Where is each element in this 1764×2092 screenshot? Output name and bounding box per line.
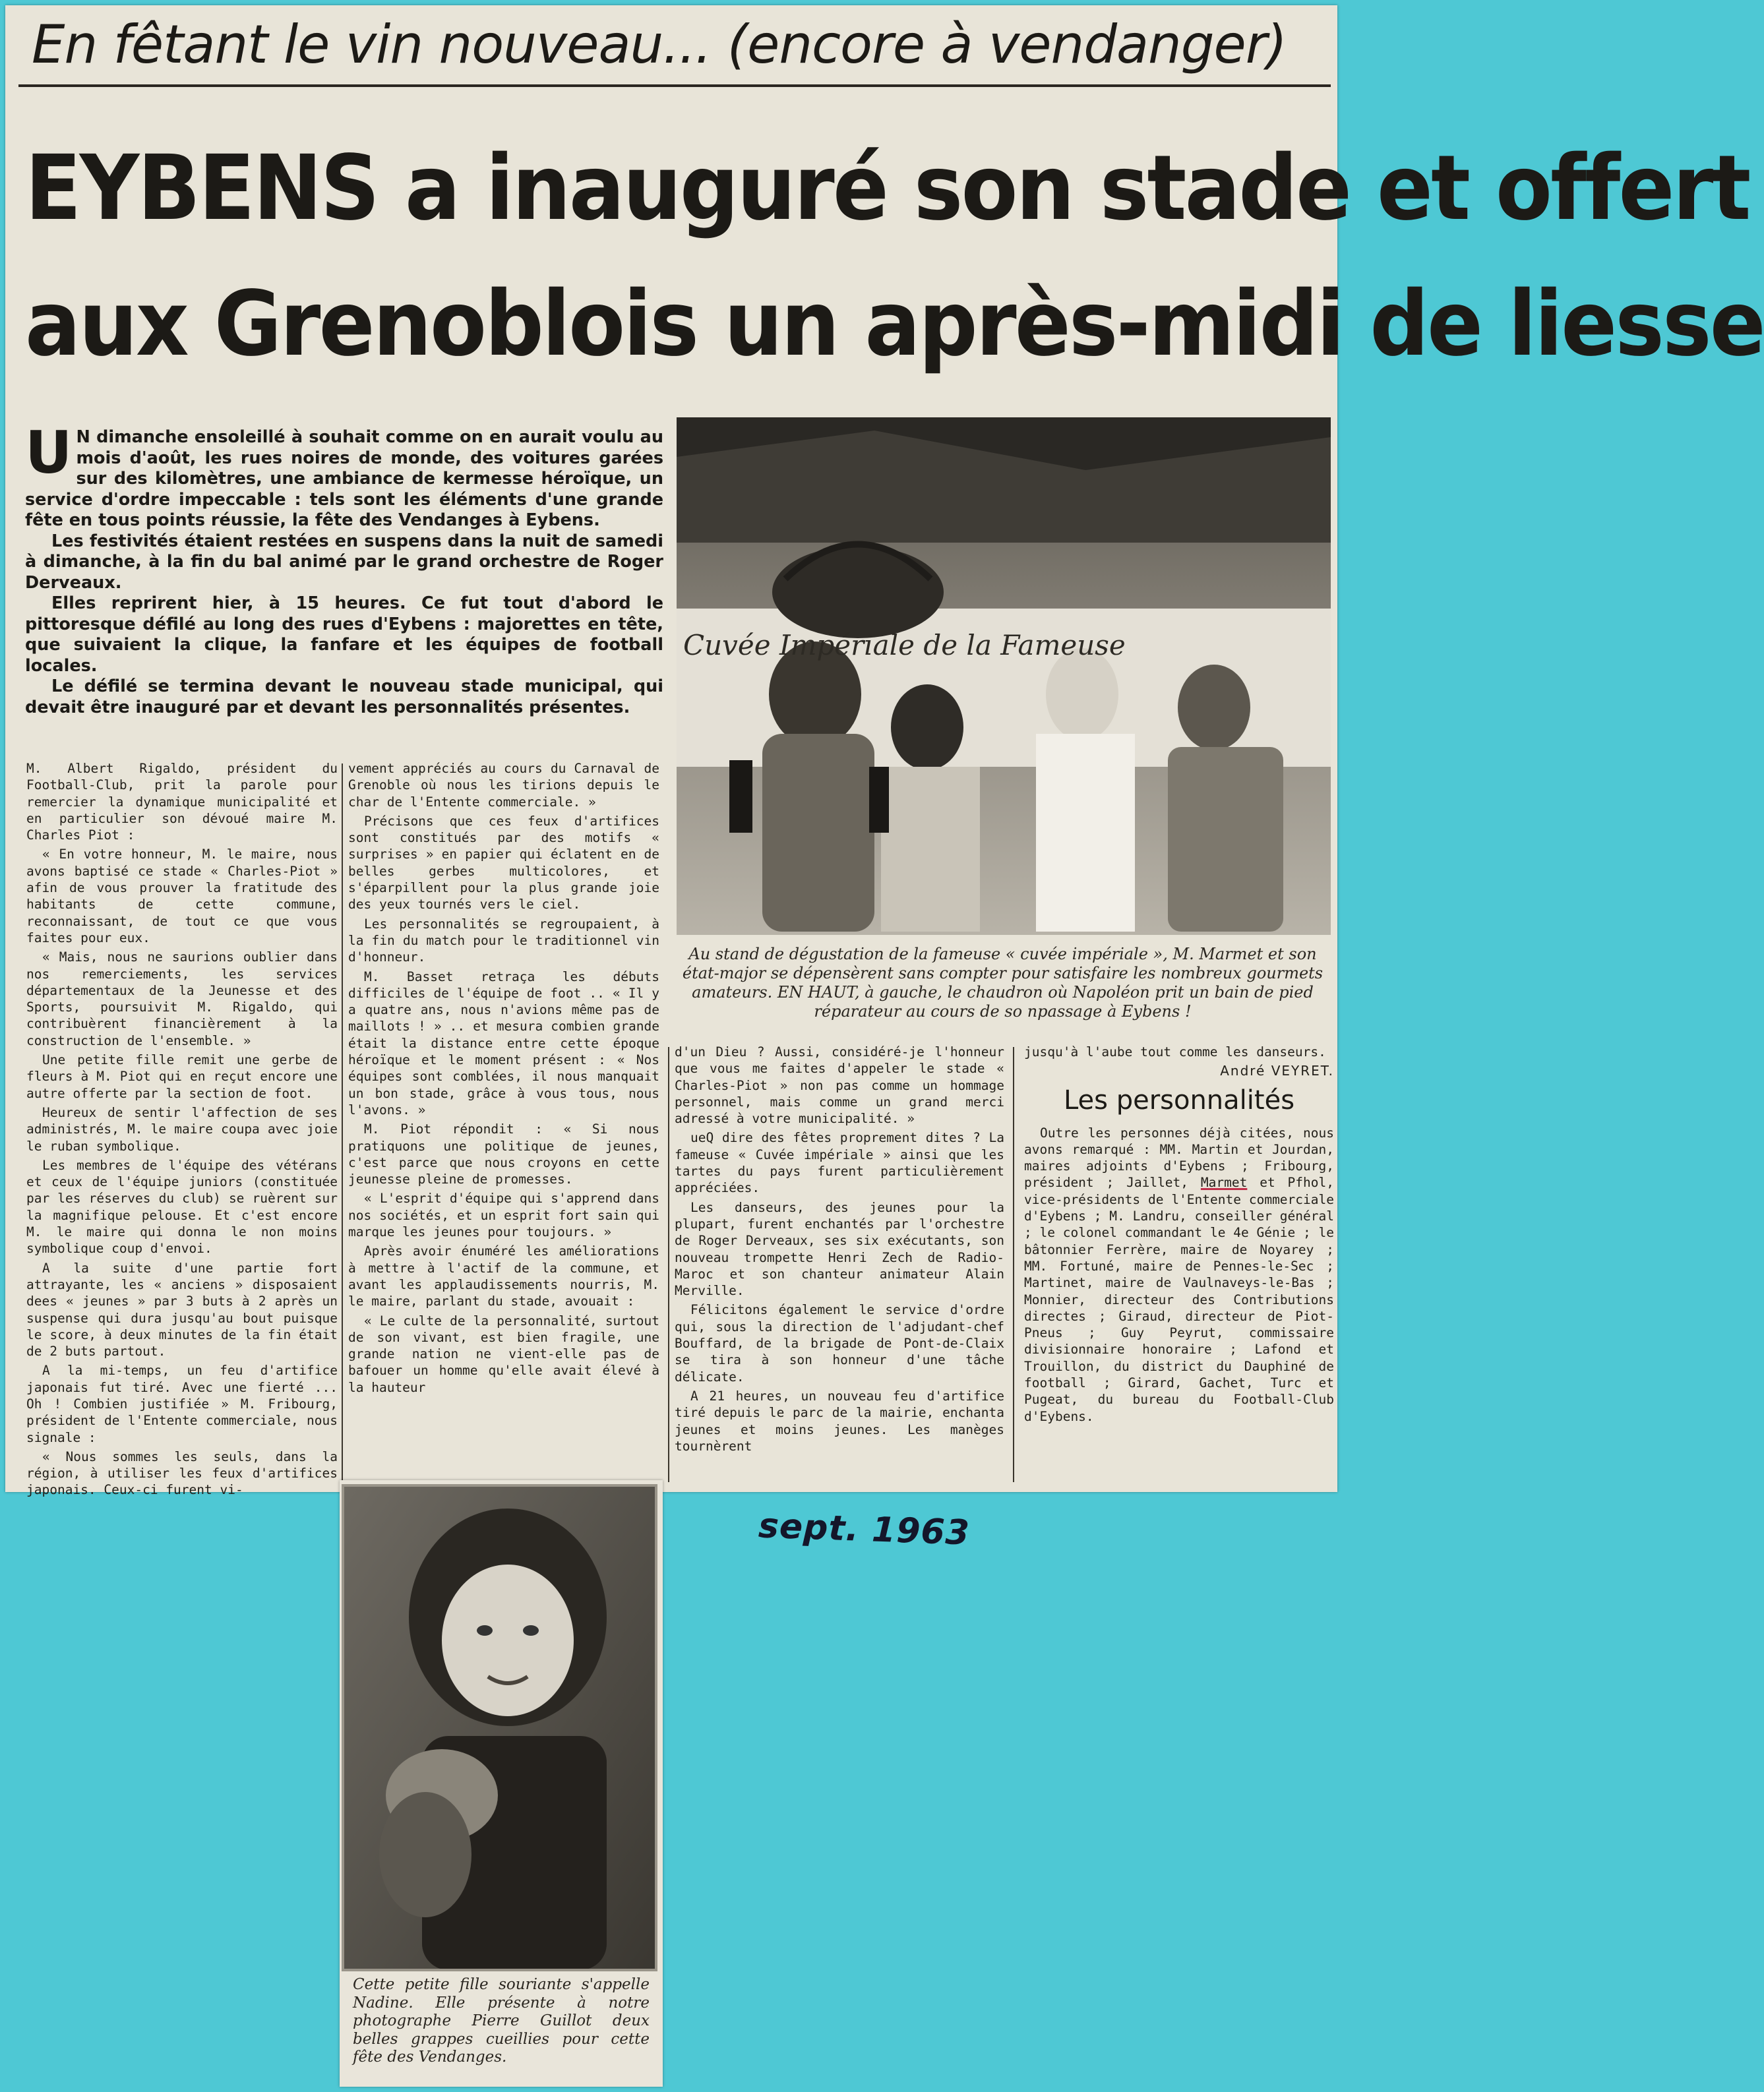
- col1-paragraph: M. Albert Rigaldo, président du Football-Club, prit la parole pour remercier la dynamique municipalité et en particulier son dévoué maire M. Charles Piot :: [26, 761, 338, 843]
- col2-paragraph: vement appréciés au cours du Carnaval de Grenoble où nous les tirions depuis le char de l'Entente commerciale. »: [348, 761, 659, 810]
- subhead-personnalites: Les personnalités: [1063, 1085, 1295, 1116]
- photo-nadine-image: [343, 1485, 656, 1970]
- col1-paragraph: Les membres de l'équipe des vétérans et ceux de l'équipe juniors (constituée par les réserves du club) se ruèrent sur la magnifique pelouse. Et c'est encore M. le maire qui donna le non moins symbolique coup d'envoi.: [26, 1157, 338, 1257]
- col4-lead: jusqu'à l'aube tout comme les danseurs.: [1024, 1044, 1326, 1060]
- stand-banner-text: Cuvée Impériale de la Fameuse: [683, 629, 1126, 661]
- article-column-4: [1024, 1044, 1334, 1427]
- byline: André VEYRET.: [1220, 1063, 1334, 1079]
- col1-paragraph: « Nous sommes les seuls, dans la région, à utiliser les feux d'artifices japonais. Ceux-ci furent vi-: [26, 1449, 338, 1498]
- main-clipping: [5, 5, 1764, 1498]
- col2-paragraph: « L'esprit d'équipe qui s'apprend dans nos sociétés, et un esprit fort sain qui marque les jeunes pour toujours. »: [348, 1191, 659, 1240]
- col1-paragraph: A la suite d'une partie fort attrayante, les « anciens » disposaient dees « jeunes » par 3 buts à 2 après un suspense qui dura jusqu'au bout puisque le score, à deux minutes de la fin était de 2 buts partout.: [26, 1260, 338, 1360]
- headline-line-1: EYBENS a inauguré son stade et offert: [25, 136, 1749, 241]
- col2-paragraph: Après avoir énuméré les améliorations à mettre à l'actif de la commune, et avant les applaudissements nourris, M. le maire, parlant du stade, avouait :: [348, 1243, 659, 1309]
- col1-paragraph: « Mais, nous ne saurions oublier dans nos remerciements, les services départementaux de la Jeunesse et des Sports, poursuivit M. Rigaldo, qui contribuèrent financièrement à la construction de l'ensemble. »: [26, 949, 338, 1048]
- column-divider: [668, 1047, 669, 1482]
- lede-paragraph-3: Elles reprirent hier, à 15 heures. Ce fut tout d'abord le pittoresque défilé au long des rues d'Eybens : majorettes en tête, que suivaient la clique, la fanfare et les équipes de football locales.: [25, 593, 663, 676]
- article-column-2: [348, 760, 659, 1398]
- headline: [25, 121, 1764, 392]
- article-column-3: [675, 1044, 1004, 1457]
- col3-paragraph: ueQ dire des fêtes proprement dites ? La fameuse « Cuvée impériale » ainsi que les tartes du pays furent particulièrement appréciées.: [675, 1130, 1004, 1196]
- photo-nadine: [343, 1485, 656, 1970]
- kicker-title: En fêtant le vin nouveau... (encore à vendanger): [32, 14, 1287, 75]
- column-divider: [1013, 1047, 1014, 1482]
- col2-paragraph: Les personnalités se regroupaient, à la fin du match pour le traditionnel vin d'honneur.: [348, 916, 659, 965]
- kicker-rule: [18, 84, 1331, 87]
- photo-wine-stand-caption: Au stand de dégustation de la fameuse « cuvée impériale », M. Marmet et son état-major se dépensèrent sans compter pour satisfaire les nombreux gourmets amateurs. EN HAUT, à gauche, le chaudron où Napoléon prit un bain de pied réparateur au cours de so npassage à Eybens !: [682, 945, 1323, 1021]
- underlined-name: Marmet: [1200, 1175, 1248, 1191]
- col1-paragraph: A la mi-temps, un feu d'artifice japonais fut tiré. Avec une fierté ... Oh ! Combien justifiée » M. Fribourg, président de l'Entente commerciale, nous signale :: [26, 1363, 338, 1445]
- photo-wine-stand: [677, 417, 1331, 935]
- col2-paragraph: « Le culte de la personnalité, surtout de son vivant, est bien fragile, une grande nation ne vient-elle pas de bafouer un homme qu'elle avait élevé à la hauteur: [348, 1313, 659, 1395]
- col3-paragraph: A 21 heures, un nouveau feu d'artifice tiré depuis le parc de la mairie, enchanta jeunes et moins jeunes. Les manèges tournèrent: [675, 1388, 1004, 1454]
- col1-paragraph: Heureux de sentir l'affection de ses administrés, M. le maire coupa avec joie le ruban symbolique.: [26, 1104, 338, 1154]
- col4-personnalites-paragraph: Outre les personnes déjà citées, nous avons remarqué : MM. Martin et Jourdan, maires adjoints d'Eybens ; Fribourg, président ; Jaillet, Marmet et Pfhol, vice-présidents de l'Entente commerciale d'Eybens ; M. Landru, conseiller général ; le colonel commandant le 4e Génie ; le bâtonnier Ferrère, maire de Noyarey ; MM. Fortuné, maire de Pennes-le-Sec ; Martinet, maire de Vaulnaveys-le-Bas ; Monnier, directeur des Contributions directes ; Giraud, directeur de Piot-Pneus ; Guy Peyrut, commissaire divisionnaire honoraire ; Lafond et Trouillon, du district du Dauphiné de football ; Girard, Gachet, Turc et Pugeat, du bureau du Football-Club d'Eybens.: [1024, 1125, 1334, 1424]
- lede-paragraph-1: U N dimanche ensoleillé à souhait comme on en aurait voulu au mois d'août, les rues noires de monde, des voitures garées sur des kilomètres, une ambiance de kermesse héroïque, un service d'ordre impeccable : tels sont les éléments d'une grande fête en tous points réussie, la fête des Vendanges à Eybens.: [25, 419, 663, 530]
- column-divider: [342, 763, 343, 1482]
- col1-paragraph: « En votre honneur, M. le maire, nous avons baptisé ce stade « Charles-Piot » afin de vous prouver la fratitude des habitants de cette commune, reconnaissant, de tout ce que vous faites pour eux.: [26, 847, 338, 945]
- lede: [25, 419, 663, 718]
- handwritten-date-note: sept. 1963: [758, 1506, 971, 1553]
- col3-paragraph: d'un Dieu ? Aussi, considéré-je l'honneur que vous me faites d'appeler le stade « Charles-Piot » non pas comme un hommage personnel, mais comme un grand merci adressé à votre municipalité. »: [675, 1044, 1004, 1127]
- nadine-clipping: [340, 1480, 663, 2087]
- headline-line-2: aux Grenoblois un après-midi de liesse: [25, 272, 1764, 376]
- photo-wine-stand-image: [677, 417, 1331, 935]
- col2-paragraph: Précisons que ces feux d'artifices sont constitués par des motifs « surprises » en papier qui éclatent en de belles gerbes multicolores, et s'éparpillent pour la plus grande joie des yeux tournés vers le ciel.: [348, 813, 659, 912]
- dropcap: U: [25, 419, 73, 487]
- col1-paragraph: Une petite fille remit une gerbe de fleurs à M. Piot qui en reçut encore une autre offerte par la section de foot.: [26, 1052, 338, 1101]
- col3-paragraph: Les danseurs, des jeunes pour la plupart, furent enchantés par l'orchestre de Roger Derveaux, ses six exécutants, son nouveau trompette Henri Zech de Radio-Maroc et son chanteur animateur Alain Merville.: [675, 1199, 1004, 1299]
- col2-paragraph: M. Piot répondit : « Si nous pratiquons une politique de jeunes, c'est parce que nous croyons en cette jeunesse pleine de promesses.: [348, 1121, 659, 1187]
- lede-paragraph-2: Les festivités étaient restées en suspens dans la nuit de samedi à dimanche, à la fin du bal animé par le grand orchestre de Roger Derveaux.: [25, 531, 663, 593]
- col2-paragraph: M. Basset retraça les débuts difficiles de l'équipe de foot .. « Il y a quatre ans, nous n'avions même pas de maillots ! » .. et mesura combien grande était la distance entre cette époque héroïque et le moment présent : « Nos équipes sont comblées, il nous manquait un bon stade, grâce à vous tous, nous l'avons. »: [348, 969, 659, 1118]
- lede-paragraph-4: Le défilé se termina devant le nouveau stade municipal, qui devait être inauguré par et devant les personnalités présentes.: [25, 676, 663, 717]
- article-column-1: [26, 760, 338, 1501]
- photo-nadine-caption: Cette petite fille souriante s'appelle Nadine. Elle présente à notre photographe Pierre Guillot deux belles grappes cueillies pour cette fête des Vendanges.: [353, 1976, 650, 2066]
- col3-paragraph: Félicitons également le service d'ordre qui, sous la direction de l'adjudant-chef Bouffard, de la brigade de Pont-de-Claix se tira à son honneur d'une tâche délicate.: [675, 1302, 1004, 1385]
